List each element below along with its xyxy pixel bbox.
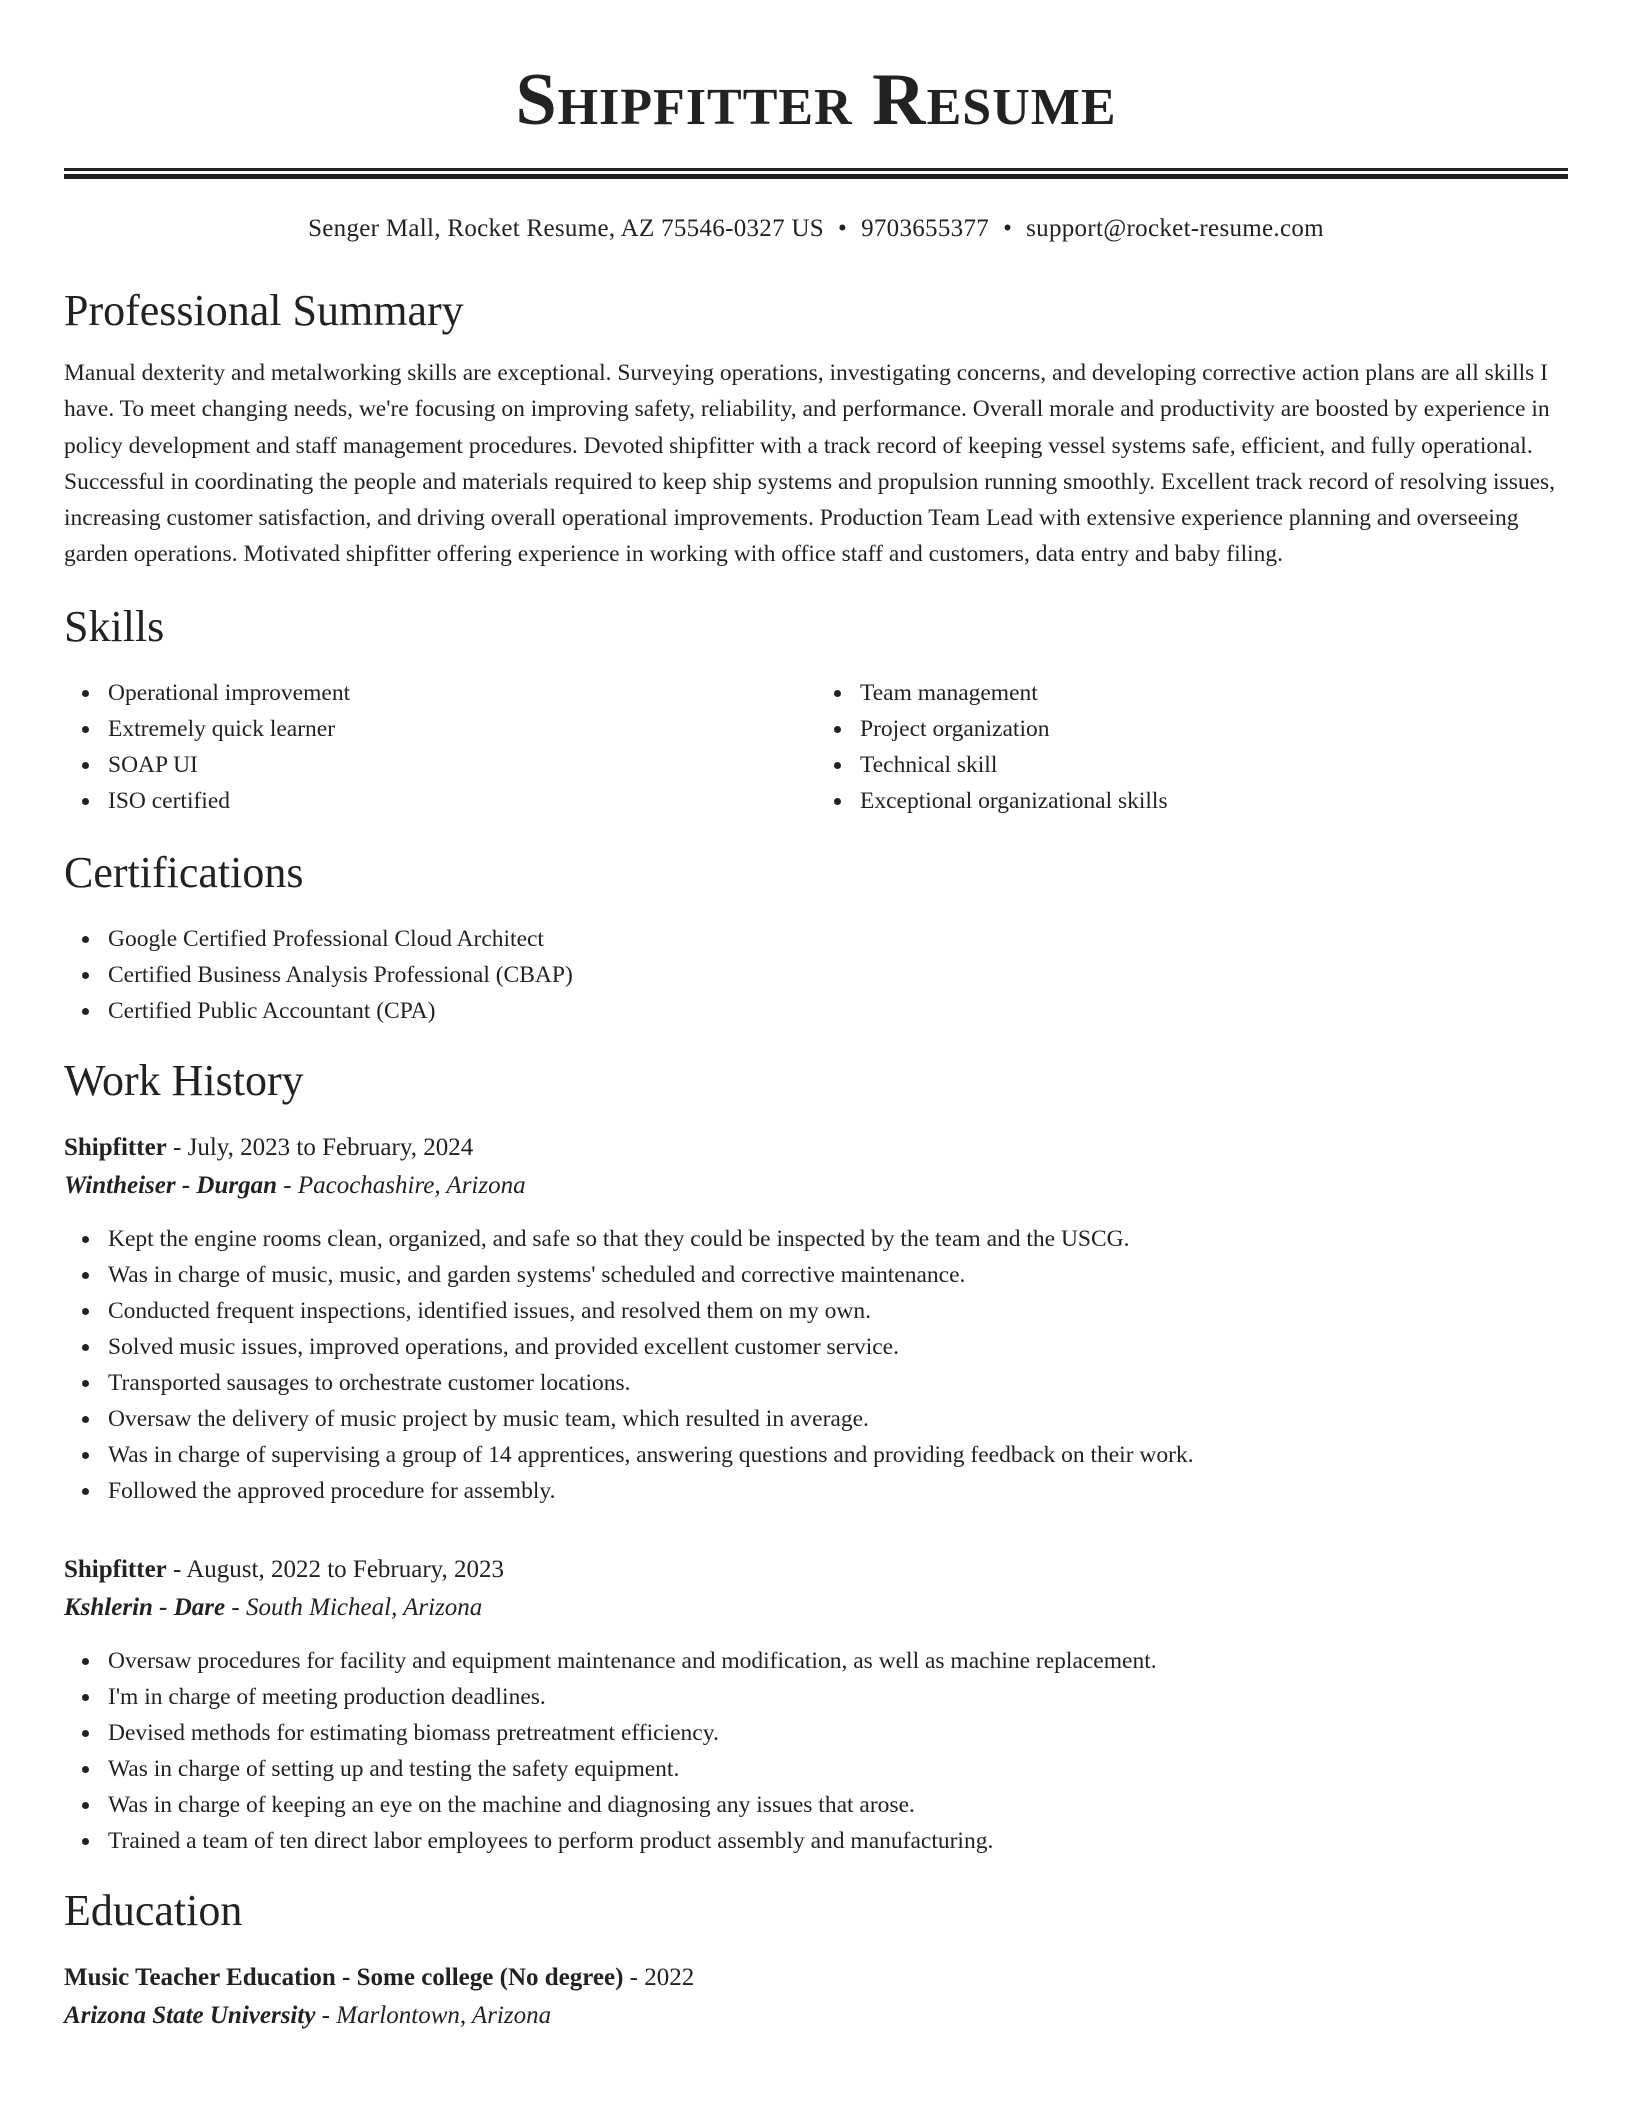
job-bullet: I'm in charge of meeting production deadlines.: [108, 1679, 1568, 1715]
certifications-list: [64, 921, 1568, 1029]
contact-address: Senger Mall, Rocket Resume, AZ 75546-0327 US: [308, 215, 824, 242]
skill-item: Technical skill: [860, 747, 1568, 783]
job-company: Kshlerin - Dare: [64, 1593, 226, 1621]
certification-item: Google Certified Professional Cloud Architect: [108, 921, 1568, 957]
contact-line: [64, 213, 1568, 245]
title-divider: [64, 168, 1568, 179]
job-bullet: Oversaw the delivery of music project by music team, which resulted in average.: [108, 1401, 1568, 1437]
contact-separator: •: [838, 215, 848, 242]
skills-heading: Skills: [64, 601, 165, 651]
job-bullets: [64, 1221, 1568, 1509]
job-dates: July, 2023 to February, 2024: [187, 1133, 474, 1161]
job-bullet: Was in charge of setting up and testing the safety equipment.: [108, 1751, 1568, 1787]
resume-title: Shipfitter Resume: [515, 59, 1117, 141]
education-location: Marlontown, Arizona: [336, 2001, 552, 2029]
education-degree: Music Teacher Education - Some college (No degree): [64, 1963, 624, 1991]
skill-item: Team management: [860, 675, 1568, 711]
job-bullet: Was in charge of music, music, and garden systems' scheduled and corrective maintenance.: [108, 1257, 1568, 1293]
skill-item: Operational improvement: [108, 675, 816, 711]
summary-text: Manual dexterity and metalworking skills are exceptional. Surveying operations, investigating concerns, and developing corrective action plans are all skills I have. To meet changing needs, we're focusing on improving safety, reliability, and performance. Overall morale and productivity are boosted by experience in policy development and staff management procedures. Devoted shipfitter with a track record of keeping vessel systems safe, efficient, and fully operational. Successful in coordinating the people and materials required to keep ship systems and propulsion running smoothly. Excellent track record of resolving issues, increasing customer satisfaction, and driving overall operational improvements. Production Team Lead with extensive experience planning and overseeing garden operations. Motivated shipfitter offering experience in working with office staff and customers, data entry and baby filing.: [64, 360, 1556, 568]
job-entry: [64, 1551, 1568, 1859]
job-bullet: Followed the approved procedure for assembly.: [108, 1473, 1568, 1509]
certification-item: Certified Public Accountant (CPA): [108, 993, 1568, 1029]
job-bullet: Solved music issues, improved operations, and provided excellent customer service.: [108, 1329, 1568, 1365]
job-bullet: Was in charge of keeping an eye on the machine and diagnosing any issues that arose.: [108, 1787, 1568, 1823]
education-entry: [64, 1959, 1568, 2035]
skill-item: ISO certified: [108, 783, 816, 819]
education-year: 2022: [644, 1963, 695, 1991]
skills-list-left: [64, 675, 816, 819]
job-location: Pacochashire, Arizona: [297, 1171, 526, 1199]
contact-email: support@rocket-resume.com: [1026, 215, 1324, 242]
job-title: Shipfitter: [64, 1133, 167, 1161]
job-bullets: [64, 1643, 1568, 1859]
contact-separator: •: [1003, 215, 1013, 242]
skill-item: Extremely quick learner: [108, 711, 816, 747]
education-heading: Education: [64, 1885, 243, 1935]
skill-item: Project organization: [860, 711, 1568, 747]
contact-phone: 9703655377: [861, 215, 990, 242]
education-school: Arizona State University: [64, 2001, 316, 2029]
job-company: Wintheiser - Durgan: [64, 1171, 278, 1199]
job-bullet: Transported sausages to orchestrate customer locations.: [108, 1365, 1568, 1401]
job-bullet: Devised methods for estimating biomass pretreatment efficiency.: [108, 1715, 1568, 1751]
job-bullet: Trained a team of ten direct labor employees to perform product assembly and manufacturing.: [108, 1823, 1568, 1859]
education-degree-line: Music Teacher Education - Some college (No degree) - 2022: [64, 1963, 695, 1991]
job-bullet: Conducted frequent inspections, identified issues, and resolved them on my own.: [108, 1293, 1568, 1329]
job-company-line: Kshlerin - Dare - South Micheal, Arizona: [64, 1593, 483, 1621]
education-school-line: Arizona State University - Marlontown, Arizona: [64, 2001, 552, 2029]
certifications-heading: Certifications: [64, 847, 304, 897]
skill-item: Exceptional organizational skills: [860, 783, 1568, 819]
job-location: South Micheal, Arizona: [245, 1593, 483, 1621]
skill-item: SOAP UI: [108, 747, 816, 783]
job-bullet: Kept the engine rooms clean, organized, and safe so that they could be inspected by the team and the USCG.: [108, 1221, 1568, 1257]
skills-columns: [64, 675, 1568, 819]
job-title-line: Shipfitter - July, 2023 to February, 2024: [64, 1133, 474, 1161]
job-dates: August, 2022 to February, 2023: [186, 1555, 505, 1583]
summary-heading: Professional Summary: [64, 286, 464, 335]
job-company-line: Wintheiser - Durgan - Pacochashire, Arizona: [64, 1171, 526, 1199]
job-title-line: Shipfitter - August, 2022 to February, 2023: [64, 1555, 505, 1583]
certification-item: Certified Business Analysis Professional (CBAP): [108, 957, 1568, 993]
skills-list-right: [816, 675, 1568, 819]
job-bullet: Oversaw procedures for facility and equipment maintenance and modification, as well as machine replacement.: [108, 1643, 1568, 1679]
job-title: Shipfitter: [64, 1555, 167, 1583]
job-entry: [64, 1129, 1568, 1509]
work-history-heading: Work History: [64, 1055, 304, 1105]
job-bullet: Was in charge of supervising a group of 14 apprentices, answering questions and providing feedback on their work.: [108, 1437, 1568, 1473]
